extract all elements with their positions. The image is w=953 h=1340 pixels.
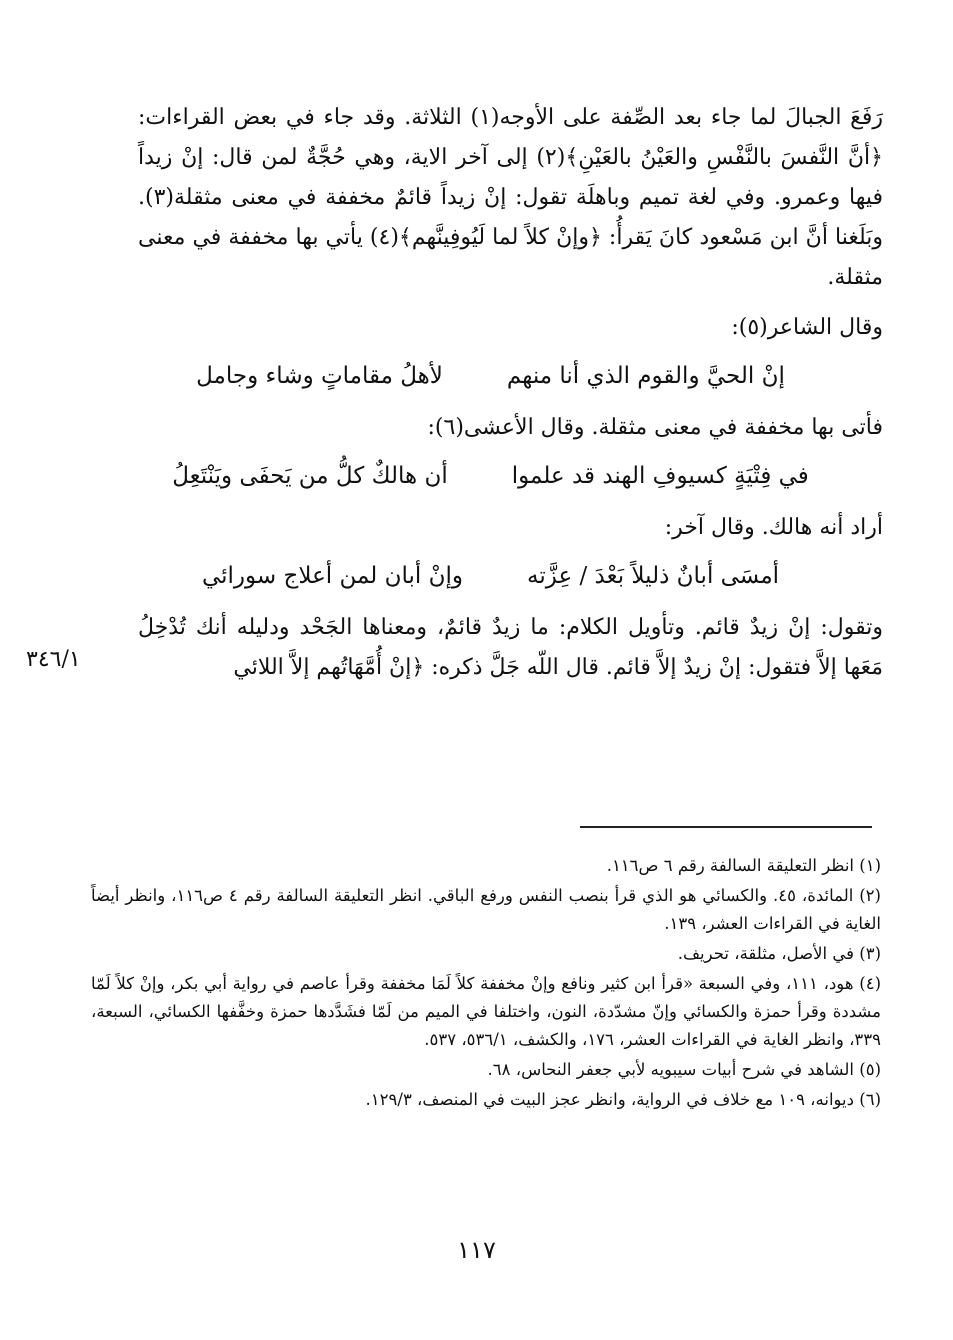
verse-3-first-hemistich: أمسَى أبانٌ ذليلاً بَعْدَ / عِزَّته bbox=[527, 563, 780, 589]
verse-1-first-hemistich: إنْ الحيَّ والقوم الذي أنا منهم bbox=[506, 363, 785, 389]
verse-2-second-hemistich: أن هالكٌ كلُّ من يَحفَى ويَنْتَعِلُ bbox=[172, 463, 448, 489]
paragraph-3: فأتى بها مخففة في معنى مثقلة. وقال الأعشى(٦): bbox=[427, 415, 883, 440]
verse-3 bbox=[138, 556, 883, 596]
paragraph-4: أراد أنه هالك. وقال آخر: bbox=[664, 515, 883, 540]
footnote-4: (٤) هود، ١١١، وفي السبعة «قرأ ابن كثير ونافع وإنْ مخففة كلاً لَمَا مخففة وقرأ عاصم في رواية أبي بكر، وإنْ كلاً لَمّا مشددة وقرأ حمزة والكسائي وإنّ مشدّدة، النون، واختلفا في الميم من لَمّا فشَدَّدها حمزة وخفَّفها الكسائي، السبعة، ٣٣٩، وانظر الغاية في القراءات العشر، ١٧٦، والكشف، ٥٣٦/١، ٥٣٧. bbox=[91, 974, 881, 1049]
verse-1 bbox=[138, 356, 883, 396]
footnote-1: (١) انظر التعليقة السالفة رقم ٦ ص١١٦. bbox=[606, 856, 881, 875]
verse-1-second-hemistich: لأهلُ مقاماتٍ وشاء وجامل bbox=[196, 363, 443, 389]
paragraph-1: رَفَعَ الجبالَ لما جاء بعد الصِّفة على الأوجه(١) الثلاثة. وقد جاء في بعض القراءات: ﴿أنَّ النَّفسَ بالنَّفْسِ والعَيْنُ بالعَيْنِ﴾(٢) إلى آخر الاية، وهي حُجَّةٌ لمن قال: إنْ زيداً فيها وعمرو. وفي لغة تميم وباهلَة تقول: إنْ زيداً قائمٌ مخففة في معنى مثقلة(٣). وبَلَغنا أنَّ ابن مَسْعود كانَ يَقرأُ: ﴿وإنْ كلاً لما لَيُوفِينَّهم﴾(٤) يأتي بها مخففة في معنى مثقلة. bbox=[138, 105, 884, 290]
paragraph-5: وتقول: إنْ زيدٌ قائم. وتأويل الكلام: ما زيدٌ قائمٌ، ومعناها الجَحْد ودليله أنك تُدْخِلُ مَعَها إلاَّ فتقول: إنْ زيدٌ إلاَّ قائم. قال اللّه جَلَّ ذكره: ﴿إنْ أُمَّهَاتُهم إلاَّ اللائي bbox=[138, 615, 883, 680]
verse-2-first-hemistich: في فِتْيَةٍ كسيوفِ الهند قد علموا bbox=[511, 463, 809, 489]
footnote-separator bbox=[580, 826, 872, 828]
paragraph-2: وقال الشاعر(٥): bbox=[731, 315, 883, 340]
footnote-3: (٣) في الأصل، مثلقة، تحريف. bbox=[677, 944, 881, 963]
footnote-5: (٥) الشاهد في شرح أبيات سيبويه لأبي جعفر النحاس، ٦٨. bbox=[487, 1060, 881, 1079]
verse-3-second-hemistich: وإنْ أبان لمن أعلاج سورائي bbox=[201, 563, 464, 589]
page-number: ١١٧ bbox=[457, 1236, 496, 1264]
footnote-2: (٢) المائدة، ٤٥. والكسائي هو الذي قرأ بنصب النفس ورفع الباقي. انظر التعليقة السالفة رقم ٤ ص١١٦، وانظر أيضاً الغاية في القراءات العشر، ١٣٩. bbox=[91, 886, 881, 933]
verse-2 bbox=[138, 456, 883, 496]
margin-reference: ٣٤٦/١ bbox=[26, 647, 81, 672]
footnotes bbox=[91, 852, 881, 1116]
footnote-6: (٦) ديوانه، ١٠٩ مع خلاف في الرواية، وانظر عجز البيت في المنصف، ١٢٩/٣. bbox=[365, 1090, 881, 1109]
main-text bbox=[138, 98, 883, 688]
